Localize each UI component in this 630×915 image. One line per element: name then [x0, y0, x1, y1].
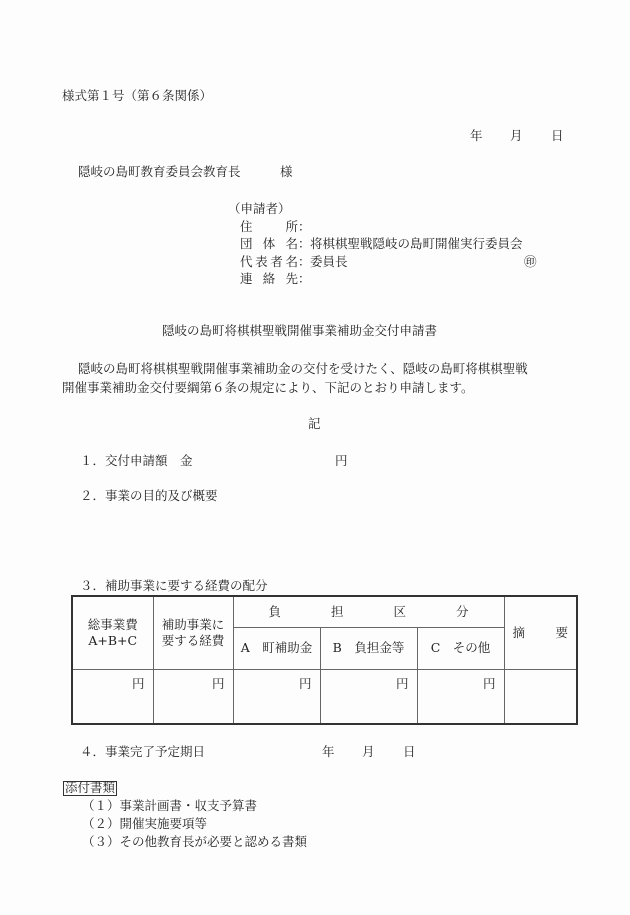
header-total-line1: 総事業費 — [87, 616, 138, 632]
form-number: 様式第１号（第６条関係） — [62, 88, 213, 103]
applicant-rep-row — [240, 256, 348, 269]
addressee-honorific: 様 — [280, 164, 293, 179]
org-label: 団体名 — [240, 236, 298, 251]
header-sub-a: A 町補助金 — [233, 627, 320, 669]
header-required-line1: 補助事業に — [161, 616, 225, 632]
body-line-1: 隠岐の島町将棋棋聖戦開催事業補助金の交付を受けたく、隠岐の島町将棋棋聖戦 — [78, 361, 528, 376]
date-year: 年 — [470, 128, 483, 143]
date-day: 日 — [551, 128, 564, 143]
cell-c[interactable]: 円 — [417, 669, 504, 724]
colon: ： — [298, 219, 311, 234]
colon: ： — [298, 271, 311, 286]
item-4-day: 日 — [403, 744, 416, 759]
applicant-org-row — [240, 238, 523, 251]
header-remarks-text: 摘 要 — [512, 624, 568, 640]
rep-value: 委員長 — [310, 254, 348, 269]
header-required-line2: 要する経費 — [161, 632, 225, 648]
item-4-month: 月 — [362, 744, 375, 759]
document-title: 隠岐の島町将棋棋聖戦開催事業補助金交付申請書 — [162, 323, 438, 338]
attachment-item: （１）事業計画書・収支予算書 — [82, 798, 258, 813]
cell-b[interactable]: 円 — [320, 669, 417, 724]
header-total — [72, 596, 153, 669]
item-4-label: ４．事業完了予定期日 — [80, 744, 206, 759]
burden-char: 区 — [393, 603, 406, 619]
burden-char: 分 — [455, 603, 469, 619]
body-line-2: 開催事業補助金交付要綱第６条の規定により、下記のとおり申請します。 — [62, 380, 474, 395]
cell-total[interactable]: 円 — [72, 669, 153, 724]
item-1-label: １．交付申請額 金 — [80, 453, 193, 468]
seal-icon: ㊞ — [524, 254, 537, 269]
addressee-name: 隠岐の島町教育委員会教育長 — [78, 164, 241, 179]
item-4-year: 年 — [322, 744, 335, 759]
header-burden — [233, 596, 504, 627]
cell-required[interactable]: 円 — [153, 669, 233, 724]
item-1-unit: 円 — [335, 453, 348, 468]
item-3-label: ３．補助事業に要する経費の配分 — [80, 578, 268, 593]
rep-label: 代表者名 — [240, 254, 298, 269]
cell-remarks[interactable] — [504, 669, 577, 724]
contact-label: 連絡先 — [240, 271, 298, 286]
colon: ： — [298, 254, 311, 269]
burden-char: 担 — [330, 603, 344, 619]
attachments-heading: 添付書類 — [65, 780, 116, 795]
org-value: 将棋棋聖戦隠岐の島町開催実行委員会 — [310, 236, 523, 251]
header-remarks — [504, 596, 577, 669]
applicant-address-row — [240, 221, 310, 234]
header-sub-b: B 負担金等 — [320, 627, 417, 669]
cost-allocation-table — [71, 595, 578, 725]
header-total-line2: A+B+C — [88, 632, 138, 648]
header-required — [153, 596, 233, 669]
applicant-contact-row — [240, 273, 310, 286]
ki-mark: 記 — [308, 416, 321, 431]
attachment-item: （３）その他教育長が必要と認める書類 — [82, 834, 308, 849]
cell-a[interactable]: 円 — [233, 669, 320, 724]
date-month: 月 — [510, 128, 523, 143]
header-sub-c: C その他 — [417, 627, 504, 669]
item-2-purpose: ２．事業の目的及び概要 — [80, 488, 218, 503]
applicant-heading: （申請者） — [228, 201, 291, 216]
address-label: 住 所 — [240, 219, 298, 234]
attachment-item: （２）開催実施要項等 — [82, 816, 208, 831]
burden-char: 負 — [268, 603, 281, 619]
colon: ： — [298, 236, 311, 251]
